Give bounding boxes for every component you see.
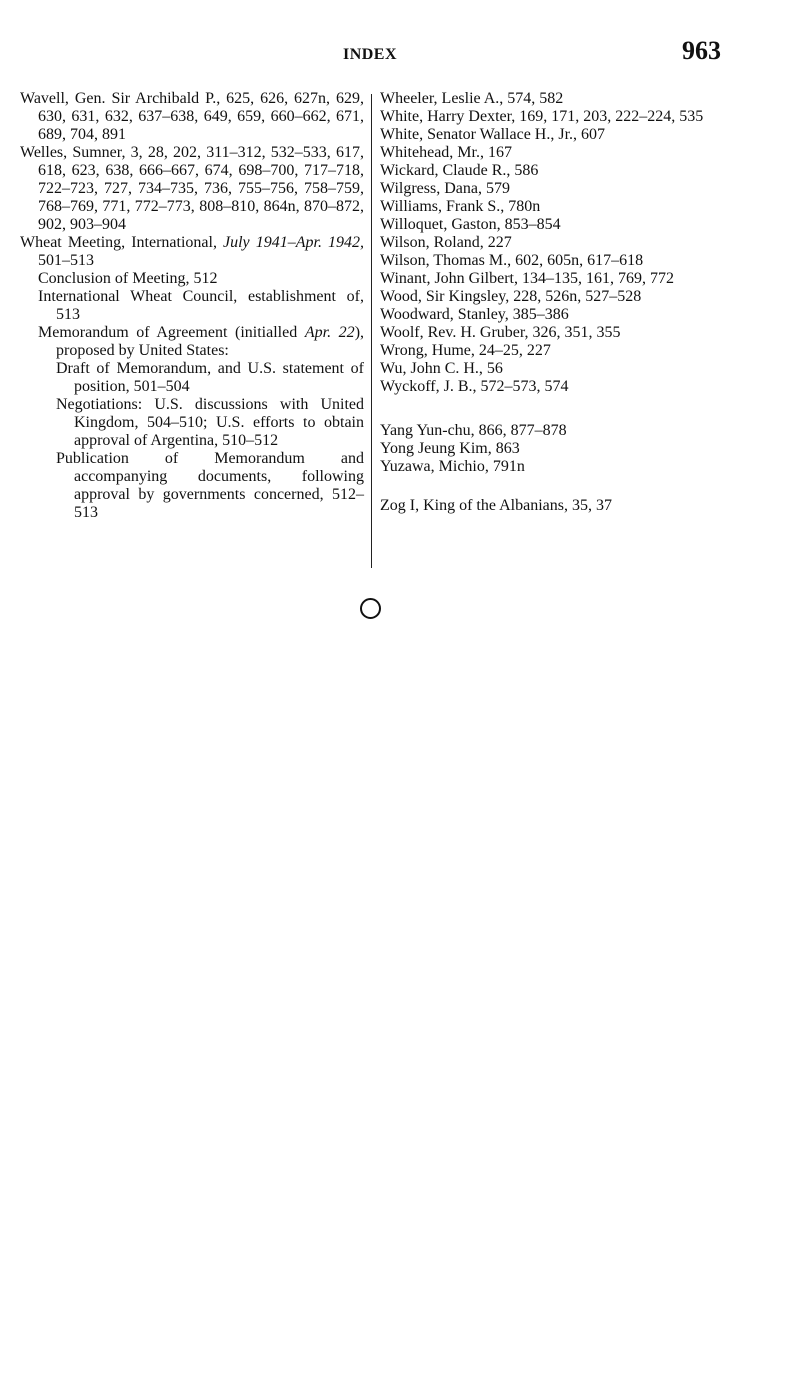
index-entry-zog: Zog I, King of the Albanians, 35, 37: [380, 497, 612, 514]
memorandum-tail: ), proposed by United States:: [56, 324, 365, 359]
index-entry-woolf: Woolf, Rev. H. Gruber, 326, 351, 355: [380, 324, 621, 341]
index-entry-wickard: Wickard, Claude R., 586: [380, 162, 539, 179]
subentry-draft: Draft of Memorandum, and U.S. statement of position, 501–504: [56, 360, 364, 395]
index-entry-wilgress: Wilgress, Dana, 579: [380, 180, 510, 197]
index-entry-winant: Winant, John Gilbert, 134–135, 161, 769, 772: [380, 270, 674, 287]
index-entry-wyckoff: Wyckoff, J. B., 572–573, 574: [380, 378, 569, 395]
subentry-wheat-council: International Wheat Council, establishment of, 513: [38, 288, 364, 323]
index-entry-williams: Williams, Frank S., 780n: [380, 198, 541, 215]
subentry-memorandum: [20, 324, 364, 360]
index-entry-yong: Yong Jeung Kim, 863: [380, 440, 520, 457]
memorandum-date: Apr. 22: [304, 324, 355, 341]
letter-gap-y: [380, 396, 725, 422]
circle-end-mark-icon: [360, 598, 381, 619]
wheat-meeting-pages: 501–513: [38, 252, 94, 269]
index-entry-wheat-meeting: [20, 234, 364, 270]
index-entry-yang: Yang Yun-chu, 866, 877–878: [380, 422, 567, 439]
subentry-publication: Publication of Memorandum and accompanying documents, following approval by governments concerned, 512–513: [56, 450, 364, 521]
index-entry-wheeler: Wheeler, Leslie A., 574, 582: [380, 90, 564, 107]
index-entry-welles: Welles, Sumner, 3, 28, 202, 311–312, 532–533, 617, 618, 623, 638, 666–667, 674, 698–700, 717–718, 722–723, 727, 734–735, 736, 755–756, 758–759, 768–769, 771, 772–773, 808–810, 864n, 870–872, 902, 903–904: [20, 144, 364, 233]
index-entry-white-harry: White, Harry Dexter, 169, 171, 203, 222–224, 535: [380, 108, 704, 125]
page-number: 963: [682, 36, 721, 65]
index-entry-wu: Wu, John C. H., 56: [380, 360, 503, 377]
index-entry-yuzawa: Yuzawa, Michio, 791n: [380, 458, 525, 475]
column-divider: [371, 94, 372, 568]
page-title: INDEX: [342, 46, 398, 63]
index-entry-woodward: Woodward, Stanley, 385–386: [380, 306, 569, 323]
index-entry-white-wallace: White, Senator Wallace H., Jr., 607: [380, 126, 606, 143]
index-entry-wilson-thomas: Wilson, Thomas M., 602, 605n, 617–618: [380, 252, 644, 269]
wheat-meeting-label: Wheat Meeting, International,: [20, 234, 217, 251]
index-entry-wood: Wood, Sir Kingsley, 228, 526n, 527–528: [380, 288, 642, 305]
index-entry-wavell: Wavell, Gen. Sir Archibald P., 625, 626, 627n, 629, 630, 631, 632, 637–638, 649, 659, 660–662, 671, 689, 704, 891: [20, 90, 364, 143]
index-entry-whitehead: Whitehead, Mr., 167: [380, 144, 512, 161]
subentry-conclusion: Conclusion of Meeting, 512: [38, 270, 218, 287]
index-entry-willoquet: Willoquet, Gaston, 853–854: [380, 216, 561, 233]
index-entry-wrong: Wrong, Hume, 24–25, 227: [380, 342, 551, 359]
memorandum-label: Memorandum of Agreement (initialled: [38, 324, 298, 341]
index-entry-wilson-roland: Wilson, Roland, 227: [380, 234, 512, 251]
subentry-negotiations: Negotiations: U.S. discussions with United Kingdom, 504–510; U.S. efforts to obtain approval of Argentina, 510–512: [56, 396, 364, 449]
index-column-right: [380, 90, 725, 515]
wheat-meeting-dates: July 1941–Apr. 1942,: [223, 234, 364, 251]
letter-gap-z: [380, 476, 725, 497]
index-column-left: [20, 90, 364, 522]
